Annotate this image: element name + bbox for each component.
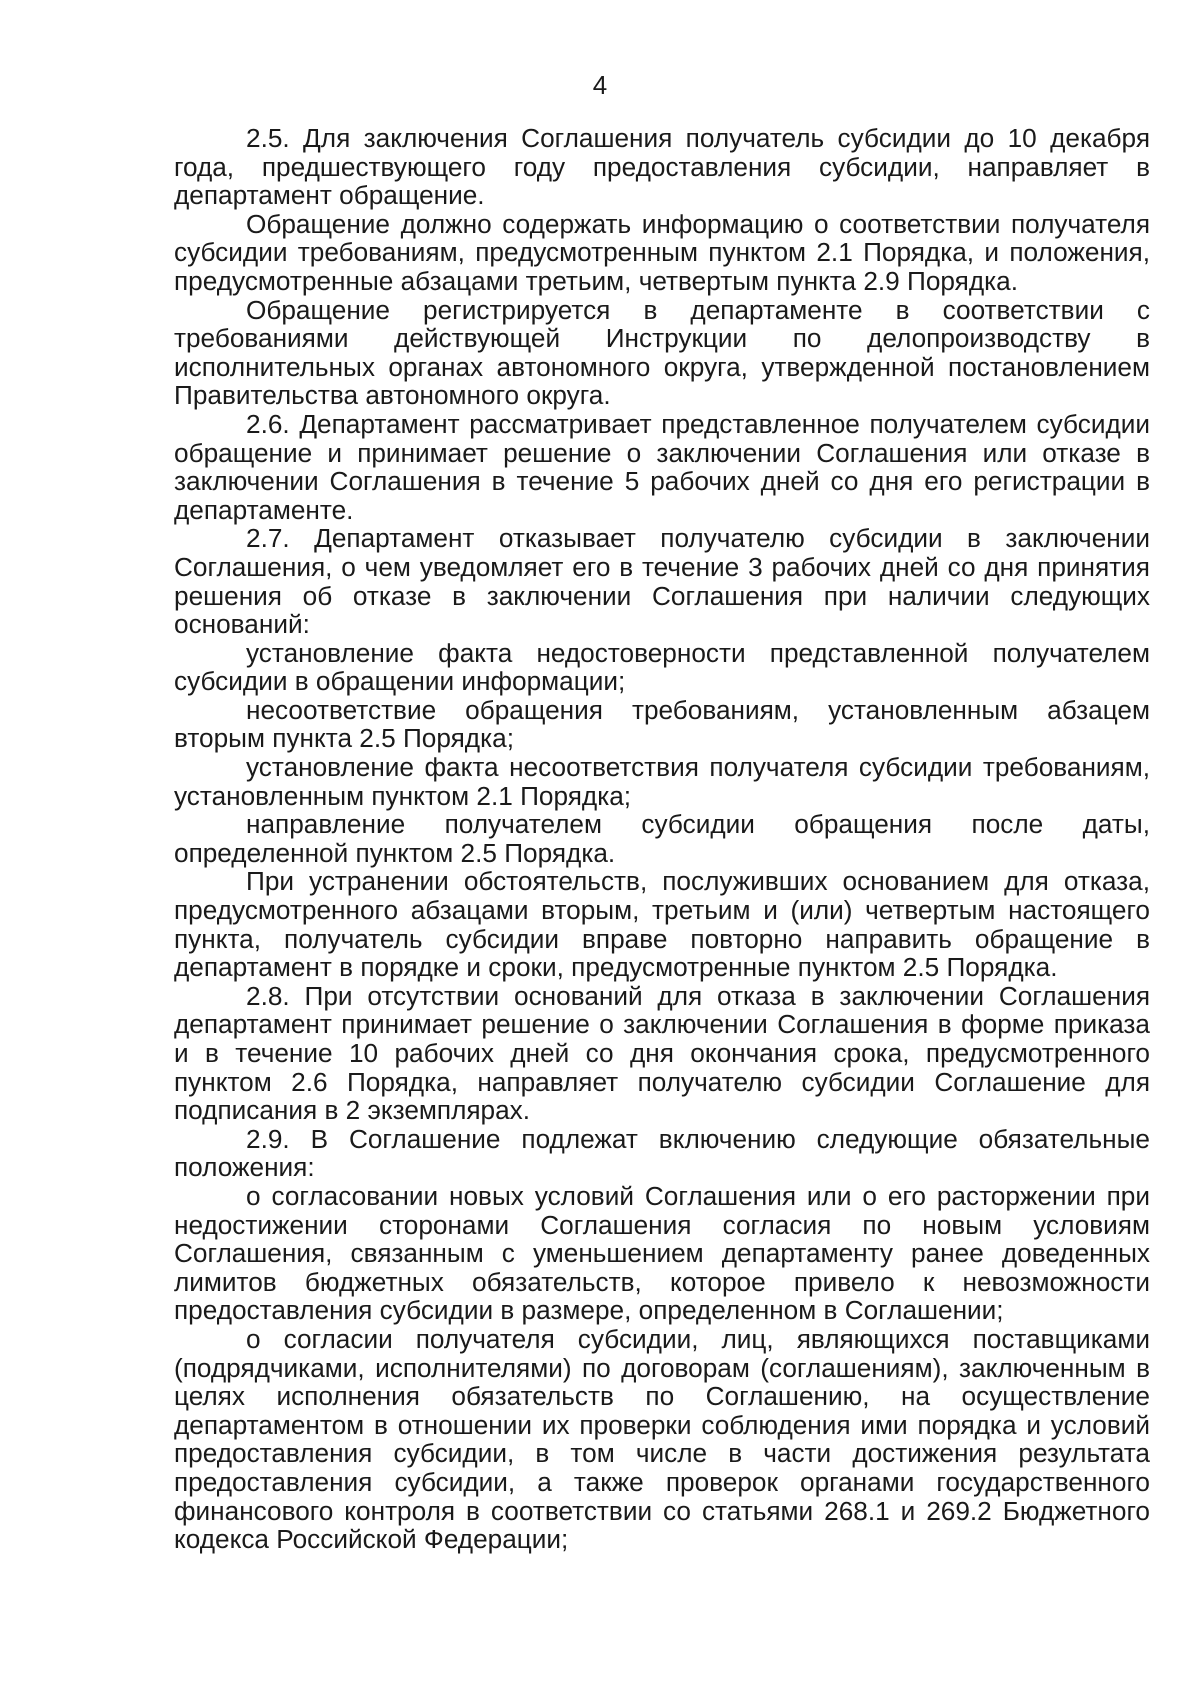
refusal-ground-2: несоответствие обращения требованиям, установленным абзацем вторым пункта 2.5 Порядка; (174, 694, 1150, 754)
paragraph-2-8: 2.8. При отсутствии оснований для отказа в заключении Соглашения департамент принимает решение о заключении Соглашения в форме приказа и в течение 10 рабочих дней со дня окончания срока, предусмотренного пунктом 2.6 Порядка, направляет получателю субсидии Соглашение для подписания в 2 экземплярах. (174, 980, 1150, 1126)
refusal-ground-3: установление факта несоответствия получателя субсидии требованиям, установленным пунктом 2.1 Порядка; (174, 752, 1150, 811)
provision-consent-inspection: о согласии получателя субсидии, лиц, являющихся поставщиками (подрядчиками, исполнителями) по договорам (соглашениям), заключенным в целях исполнения обязательств по Соглашению, на осуществление департаментом в отношении их проверки соблюдения ими порядка и условий предоставления субсидии, в том числе в части достижения результата предоставления субсидии, а также проверок органами государственного финансового контроля в соответствии со статьями 268.1 и 269.2 Бюджетного кодекса Российской Федерации; (174, 1323, 1150, 1555)
paragraph-appeal-registration: Обращение регистрируется в департаменте в соответствии с требованиями действующей Инструкции по делопроизводству в исполнительных органах автономного округа, утвержденной постановлением Правительства автономного округа. (174, 294, 1150, 411)
paragraph-2-7: 2.7. Департамент отказывает получателю субсидии в заключении Соглашения, о чем уведомляет его в течение 3 рабочих дней со дня принятия решения об отказе в заключении Соглашения при наличии следующих оснований: (174, 523, 1150, 640)
page-number: 4 (592, 70, 608, 100)
document-body (174, 124, 1150, 1554)
paragraph-2-5: 2.5. Для заключения Соглашения получатель субсидии до 10 декабря года, предшествующего году предоставления субсидии, направляет в департамент обращение. (174, 123, 1150, 211)
refusal-ground-1: установление факта недостоверности представленной получателем субсидии в обращении информации; (174, 637, 1150, 697)
provision-new-conditions: о согласовании новых условий Соглашения или о его расторжении при недостижении сторонами Соглашения согласия по новым условиям Соглашения, связанным с уменьшением департаменту ранее доведенных лимитов бюджетных обязательств, которое привело к невозможности предоставления субсидии в размере, определенном в Соглашении; (174, 1180, 1150, 1326)
refusal-ground-4: направление получателем субсидии обращения после даты, определенной пунктом 2.5 Порядка. (174, 809, 1150, 868)
paragraph-resubmission: При устранении обстоятельств, послуживших основанием для отказа, предусмотренного абзацами вторым, третьим и (или) четвертым настоящего пункта, получатель субсидии вправе повторно направить обращение в департамент в порядке и сроки, предусмотренные пунктом 2.5 Порядка. (174, 866, 1150, 983)
paragraph-appeal-content: Обращение должно содержать информацию о соответствии получателя субсидии требованиям, предусмотренным пунктом 2.1 Порядка, и положения, предусмотренные абзацами третьим, четвертым пункта 2.9 Порядка. (174, 208, 1150, 296)
paragraph-2-9: 2.9. В Соглашение подлежат включению следующие обязательные положения: (174, 1123, 1150, 1183)
paragraph-2-6: 2.6. Департамент рассматривает представленное получателем субсидии обращение и принимает решение о заключении Соглашения или отказе в заключении Соглашения в течение 5 рабочих дней со дня его регистрации в департаменте. (174, 408, 1150, 525)
